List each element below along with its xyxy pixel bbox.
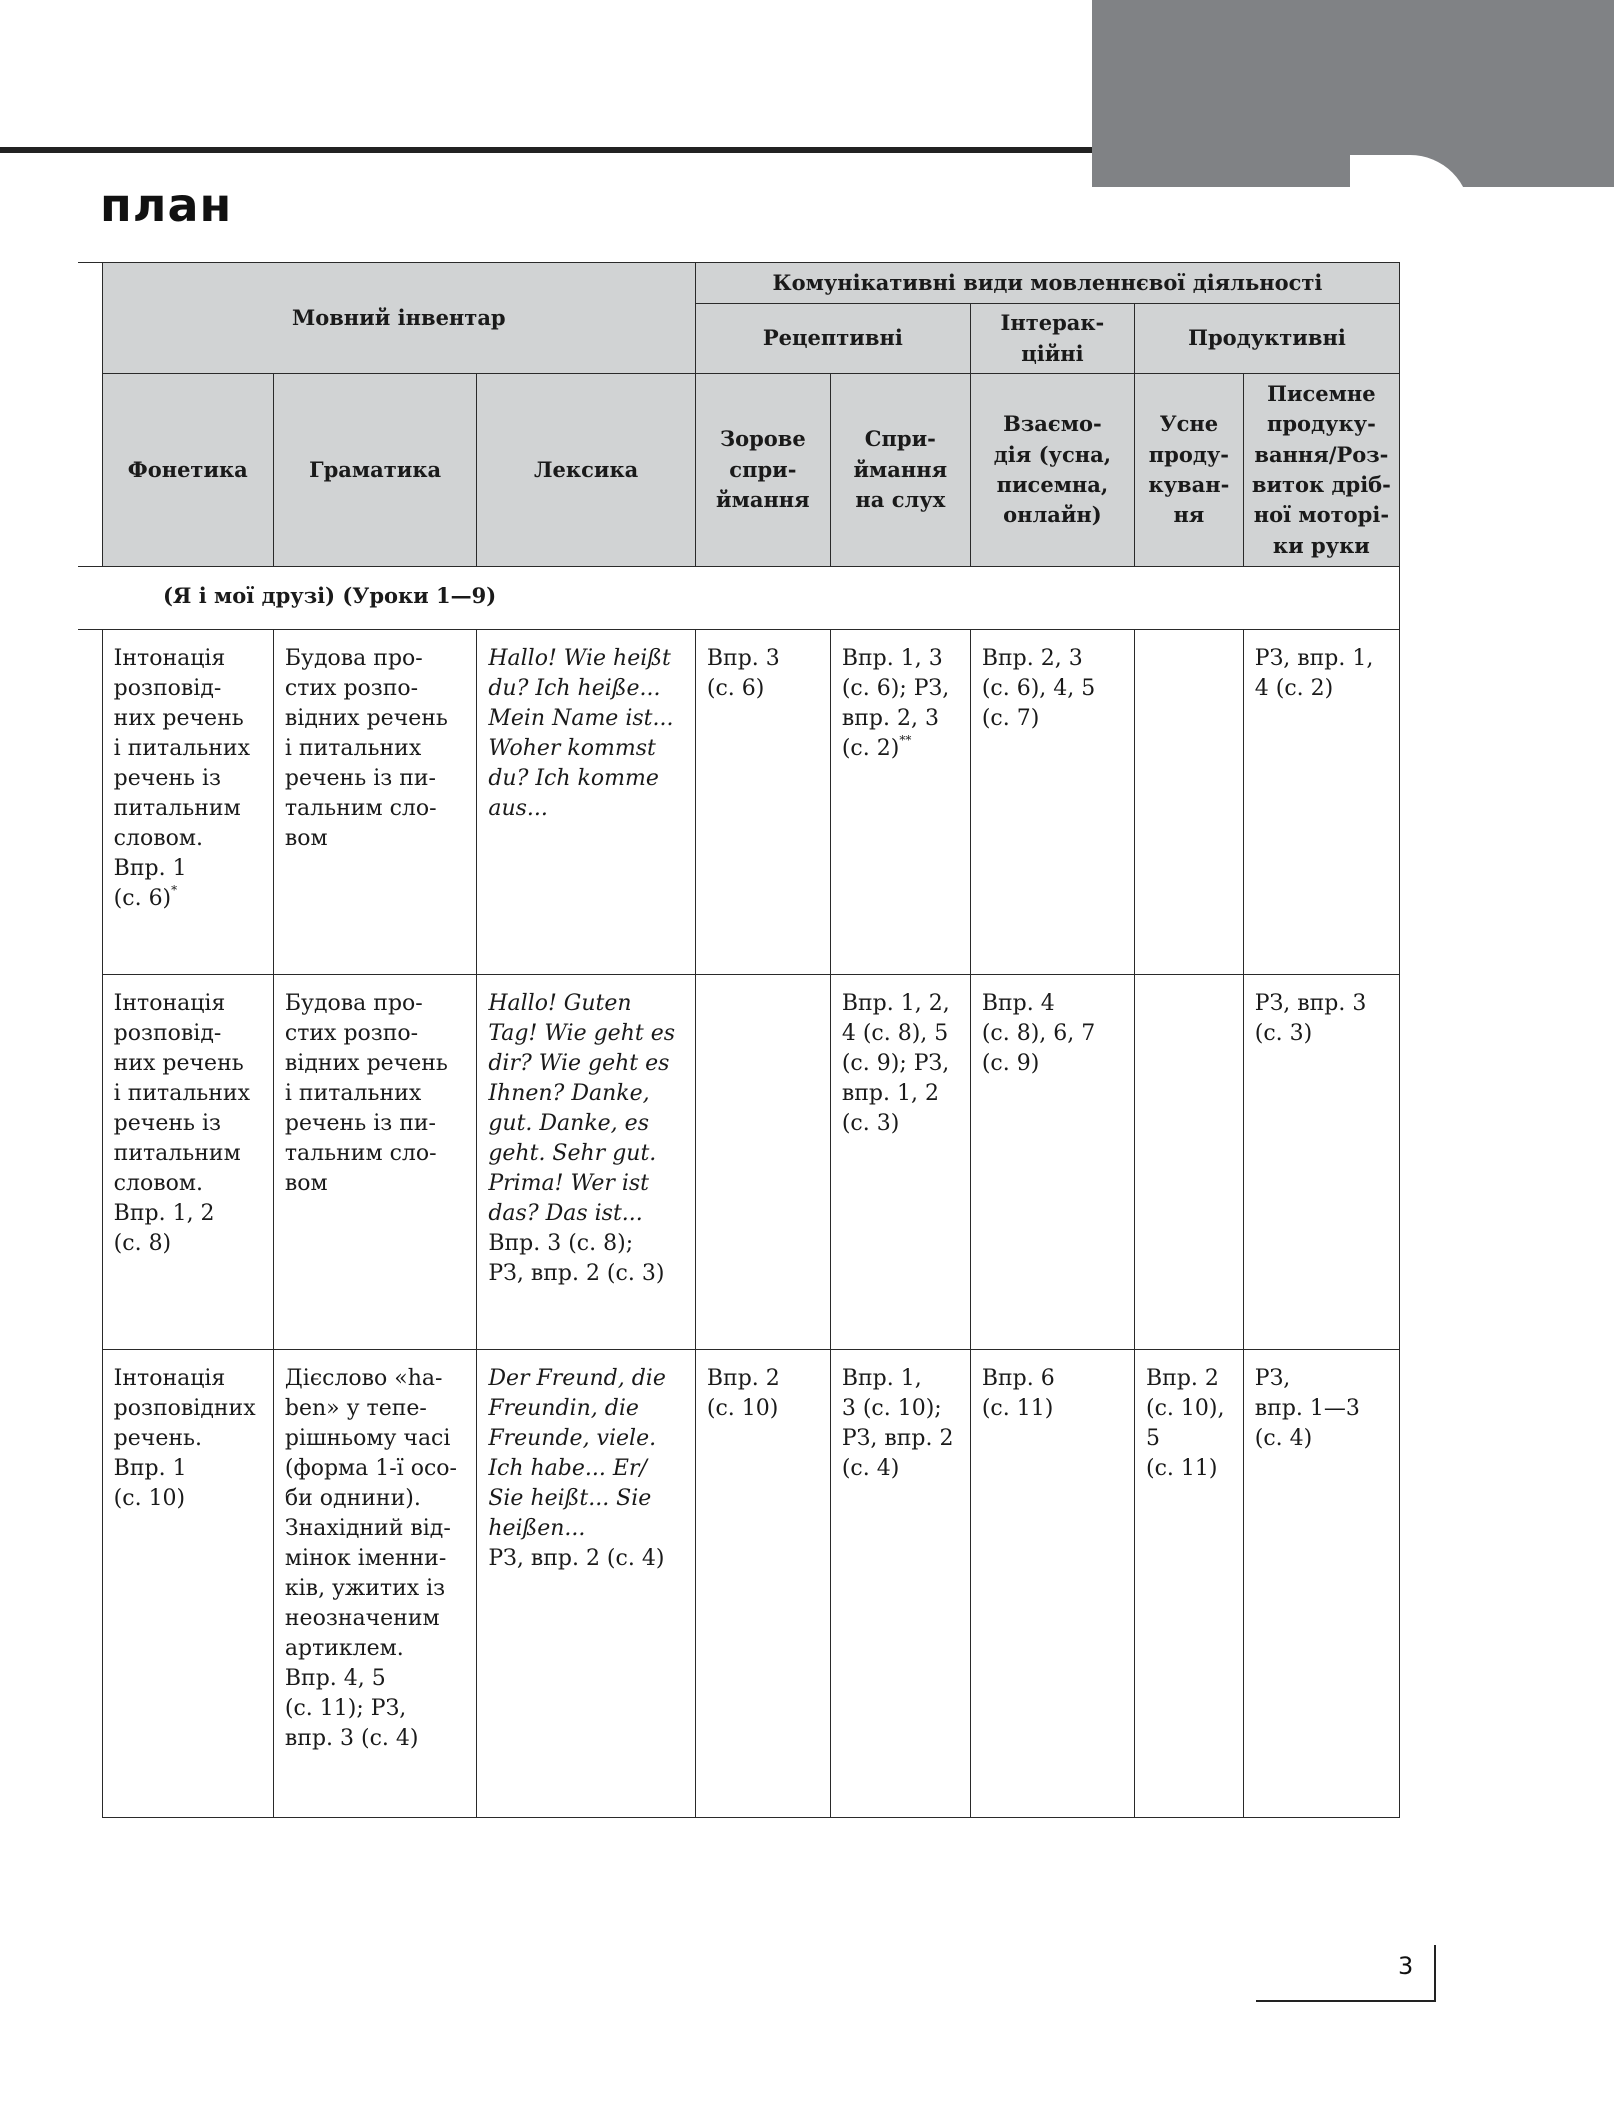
- page-number: 3: [1398, 1952, 1414, 1980]
- cell-text: Впр. 3 (с. 8); РЗ, впр. 2 (с. 3): [488, 1231, 665, 1286]
- cell-text: Інтонація розповід- них речень і питальних речень із питальним словом. Впр. 1 (с. 6): [113, 646, 251, 911]
- cell-phonetics: Інтонація розповідних речень. Впр. 1 (с. 10): [102, 1350, 273, 1818]
- cell-text: Hallo! Guten Tag! Wie geht es dir? Wie geht es Ihnen? Danke, gut. Danke, es geht. Sehr gut. Prima! Wer ist das? Das ist...: [488, 991, 676, 1226]
- cell-text: Hallo! Wie heißt du? Ich heiße... Mein Name ist... Woher kommst du? Ich komme aus...: [488, 646, 674, 821]
- header-lexis: Лексика: [477, 374, 696, 567]
- header-language-inventory: Мовний інвентар: [102, 263, 695, 374]
- cell-oral: [1135, 975, 1244, 1350]
- cell-text: Впр. 1, 3 (с. 6); РЗ, впр. 2, 3 (с. 2): [841, 646, 950, 761]
- cell-text: РЗ, впр. 2 (с. 4): [488, 1546, 665, 1571]
- cell-interaction: Впр. 6 (с. 11): [970, 1350, 1134, 1818]
- cell-written: РЗ, впр. 1, 4 (с. 2): [1243, 630, 1399, 975]
- header-productive: Продуктивні: [1135, 304, 1400, 374]
- header-visual: Зорове спри- ймання: [695, 374, 830, 567]
- cell-text: Der Freund, die Freundin, die Freunde, viele. Ich habe... Er/ Sie heißt... Sie heißen...: [488, 1366, 666, 1541]
- table-row: [78, 630, 1400, 975]
- table-row: [78, 1350, 1400, 1818]
- cell-written: РЗ, впр. 1—3 (с. 4): [1243, 1350, 1399, 1818]
- margin-cell: [78, 975, 102, 1350]
- cell-visual: [695, 975, 830, 1350]
- header-receptive: Рецептивні: [695, 304, 970, 374]
- header-row-3: [78, 374, 1400, 567]
- cell-listening: Впр. 1, 2, 4 (с. 8), 5 (с. 9); РЗ, впр. 1, 2 (с. 3): [830, 975, 970, 1350]
- cell-lexis: [477, 975, 696, 1350]
- section-row: [78, 567, 1400, 630]
- page-title: план: [100, 178, 233, 232]
- header-listening: Спри- ймання на слух: [830, 374, 970, 567]
- cell-visual: Впр. 3 (с. 6): [695, 630, 830, 975]
- margin-cell: [78, 630, 102, 975]
- header-rule: [0, 147, 1092, 153]
- cell-interaction: Впр. 2, 3 (с. 6), 4, 5 (с. 7): [970, 630, 1134, 975]
- header-interaction: Взаємо- дія (усна, писемна, онлайн): [970, 374, 1134, 567]
- footnote-mark: **: [899, 733, 912, 747]
- lesson-plan-table: [78, 262, 1400, 1818]
- cell-phonetics: [102, 630, 273, 975]
- table-row: [78, 975, 1400, 1350]
- footer-rule: [1256, 2000, 1434, 2002]
- cell-grammar: Дієслово «ha- ben» у тепе- рішньому часі (форма 1-ї осо- би однини). Знахідний від- мінок іменни- ків, ужитих із неозначеним артиклем. Впр. 4, 5 (с. 11); РЗ, впр. 3 (с. 4): [273, 1350, 476, 1818]
- cell-listening: [830, 630, 970, 975]
- cell-visual: Впр. 2 (с. 10): [695, 1350, 830, 1818]
- cell-lexis: [477, 630, 696, 975]
- cell-oral: Впр. 2 (с. 10), 5 (с. 11): [1135, 1350, 1244, 1818]
- cell-grammar: Будова про- стих розпо- відних речень і питальних речень із пи- тальним сло- вом: [273, 630, 476, 975]
- cell-oral: [1135, 630, 1244, 975]
- cell-written: РЗ, впр. 3 (с. 3): [1243, 975, 1399, 1350]
- header-communicative: Комунікативні види мовленнєвої діяльності: [695, 263, 1399, 304]
- cell-phonetics: Інтонація розповід- них речень і питальних речень із питальним словом. Впр. 1, 2 (с. 8): [102, 975, 273, 1350]
- margin-cell: [78, 1350, 102, 1818]
- footer-rule-vertical: [1434, 1945, 1436, 2002]
- cell-grammar: Будова про- стих розпо- відних речень і питальних речень із пи- тальним сло- вом: [273, 975, 476, 1350]
- header-written: Писемне продуку- вання/Роз- виток дріб- ної моторі- ки руки: [1243, 374, 1399, 567]
- header-oral: Усне проду- куван- ня: [1135, 374, 1244, 567]
- header-row-1: [78, 263, 1400, 304]
- cell-interaction: Впр. 4 (с. 8), 6, 7 (с. 9): [970, 975, 1134, 1350]
- cell-listening: Впр. 1, 3 (с. 10); РЗ, впр. 2 (с. 4): [830, 1350, 970, 1818]
- cell-lexis: [477, 1350, 696, 1818]
- margin-cell: [78, 263, 102, 567]
- header-interactive: Інтерак- ційні: [970, 304, 1134, 374]
- footnote-mark: *: [171, 883, 178, 897]
- section-title: (Я і мої друзі) (Уроки 1—9): [78, 567, 1400, 630]
- header-phonetics: Фонетика: [102, 374, 273, 567]
- header-grammar: Граматика: [273, 374, 476, 567]
